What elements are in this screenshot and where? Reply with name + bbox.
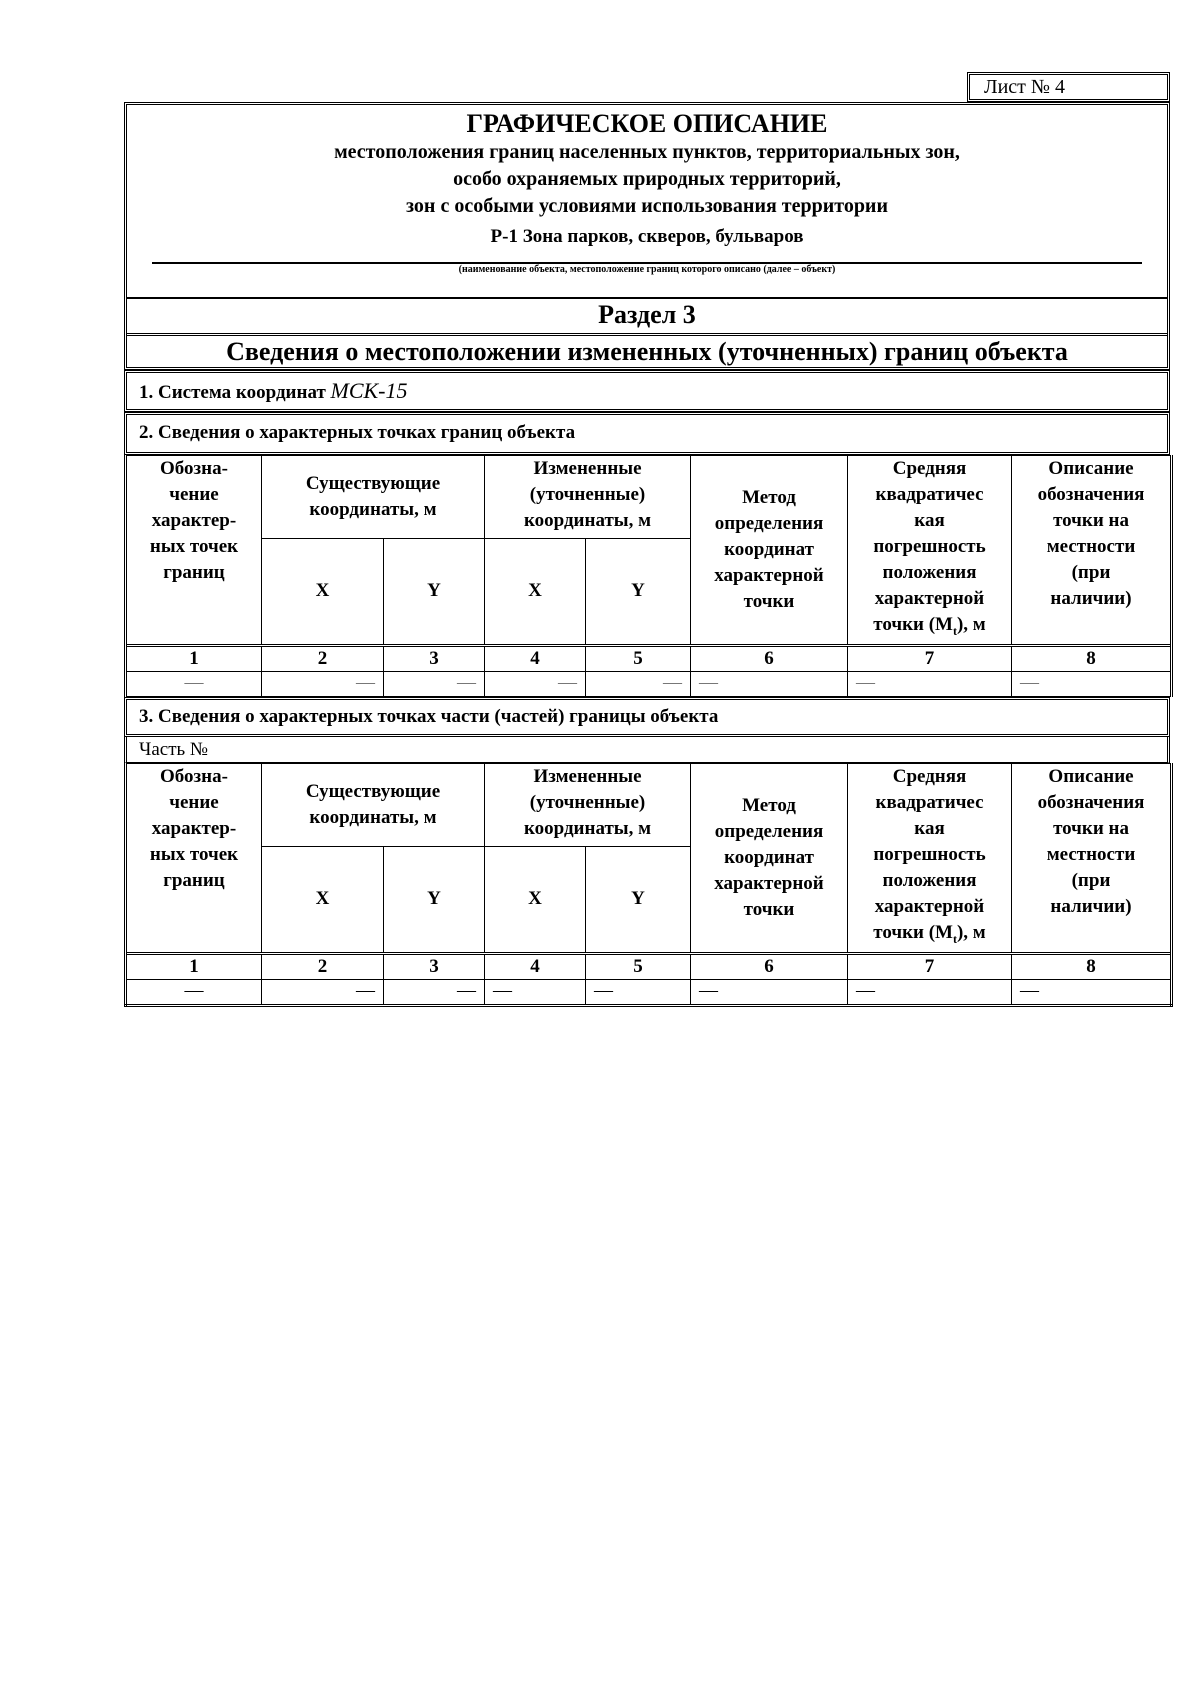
- header-existing-x: X: [262, 538, 384, 645]
- title-block: [127, 105, 1167, 299]
- title-frame: [124, 102, 1170, 370]
- table-cell: —: [848, 671, 1012, 696]
- header-changed-y: Y: [586, 846, 691, 953]
- header-method: Метод определения координат характерной точки: [691, 764, 848, 954]
- col-number: 3: [384, 645, 485, 671]
- header-changed-coords: Измененные (уточненные) координаты, м: [485, 764, 691, 847]
- subtitle-line-3: зон с особыми условиями использования территории: [406, 195, 888, 217]
- subtitle-line-1: местоположения границ населенных пунктов, территориальных зон,: [334, 141, 960, 163]
- col-number: 7: [848, 645, 1012, 671]
- table-cell: —: [384, 979, 485, 1005]
- table-cell: —: [1012, 979, 1172, 1005]
- header-existing-y: Y: [384, 538, 485, 645]
- parts-heading: 3. Сведения о характерных точках части (частей) границы объекта: [124, 697, 1170, 737]
- table-cell: —: [1012, 671, 1172, 696]
- col-number: 6: [691, 645, 848, 671]
- col-number: 5: [586, 953, 691, 979]
- header-existing-y: Y: [384, 846, 485, 953]
- header-description: Описание обозначения точки на местности (при наличии): [1012, 764, 1172, 954]
- header-designation: Обозна- чение характер- ных точек границ: [126, 456, 262, 646]
- section-number: Раздел 3: [127, 297, 1167, 336]
- col-number: 1: [126, 645, 262, 671]
- header-designation: Обозна- чение характер- ных точек границ: [126, 764, 262, 954]
- header-existing-coords: Существующие координаты, м: [262, 456, 485, 539]
- table-cell: —: [126, 671, 262, 696]
- subtitle-line-2: особо охраняемых природных территорий,: [453, 168, 841, 190]
- header-error: Средняя квадратичес кая погрешность положения характерной точки $(M_t)$, м: [848, 764, 1012, 954]
- table-cell: —: [262, 979, 384, 1005]
- table-cell: —: [586, 979, 691, 1005]
- table-cell: —: [262, 671, 384, 696]
- object-note: (наименование объекта, местоположение границ которого описано (далее – объект): [458, 264, 836, 275]
- col-number: 5: [586, 645, 691, 671]
- table-cell: —: [485, 671, 586, 696]
- sheet-number: Лист № 4: [967, 72, 1170, 102]
- table-cell: —: [848, 979, 1012, 1005]
- col-number: 8: [1012, 645, 1172, 671]
- table-cell: —: [691, 671, 848, 696]
- coord-system-value: МСК-15: [330, 378, 408, 403]
- col-number: 8: [1012, 953, 1172, 979]
- header-changed-x: X: [485, 846, 586, 953]
- col-number: 3: [384, 953, 485, 979]
- header-error: Средняя квадратичес кая погрешность положения характерной точки $(M_t)$, м: [848, 456, 1012, 646]
- table-cell: —: [691, 979, 848, 1005]
- col-number: 4: [485, 645, 586, 671]
- col-number: 6: [691, 953, 848, 979]
- col-number: 7: [848, 953, 1012, 979]
- header-existing-coords: Существующие координаты, м: [262, 764, 485, 847]
- header-existing-x: X: [262, 846, 384, 953]
- col-number: 2: [262, 953, 384, 979]
- table-cell: —: [485, 979, 586, 1005]
- col-number: 4: [485, 953, 586, 979]
- header-description: Описание обозначения точки на местности (при наличии): [1012, 456, 1172, 646]
- object-name: Р-1 Зона парков, скверов, бульваров: [490, 226, 804, 247]
- table-cell: —: [126, 979, 262, 1005]
- document-title: ГРАФИЧЕСКОЕ ОПИСАНИЕ: [466, 109, 828, 138]
- header-changed-coords: Измененные (уточненные) координаты, м: [485, 456, 691, 539]
- part-label: Часть №: [124, 737, 1170, 763]
- coord-system-label: 1. Система координат: [139, 382, 326, 403]
- coord-system-row: [124, 370, 1170, 412]
- points-heading: 2. Сведения о характерных точках границ объекта: [124, 412, 1170, 455]
- header-method: Метод определения координат характерной точки: [691, 456, 848, 646]
- header-changed-y: Y: [586, 538, 691, 645]
- header-changed-x: X: [485, 538, 586, 645]
- parts-table: [124, 763, 1173, 1007]
- table-cell: —: [586, 671, 691, 696]
- points-table: [124, 455, 1173, 697]
- table-cell: —: [384, 671, 485, 696]
- col-number: 2: [262, 645, 384, 671]
- col-number: 1: [126, 953, 262, 979]
- section-title: Сведения о местоположении измененных (уточненных) границ объекта: [226, 337, 1068, 366]
